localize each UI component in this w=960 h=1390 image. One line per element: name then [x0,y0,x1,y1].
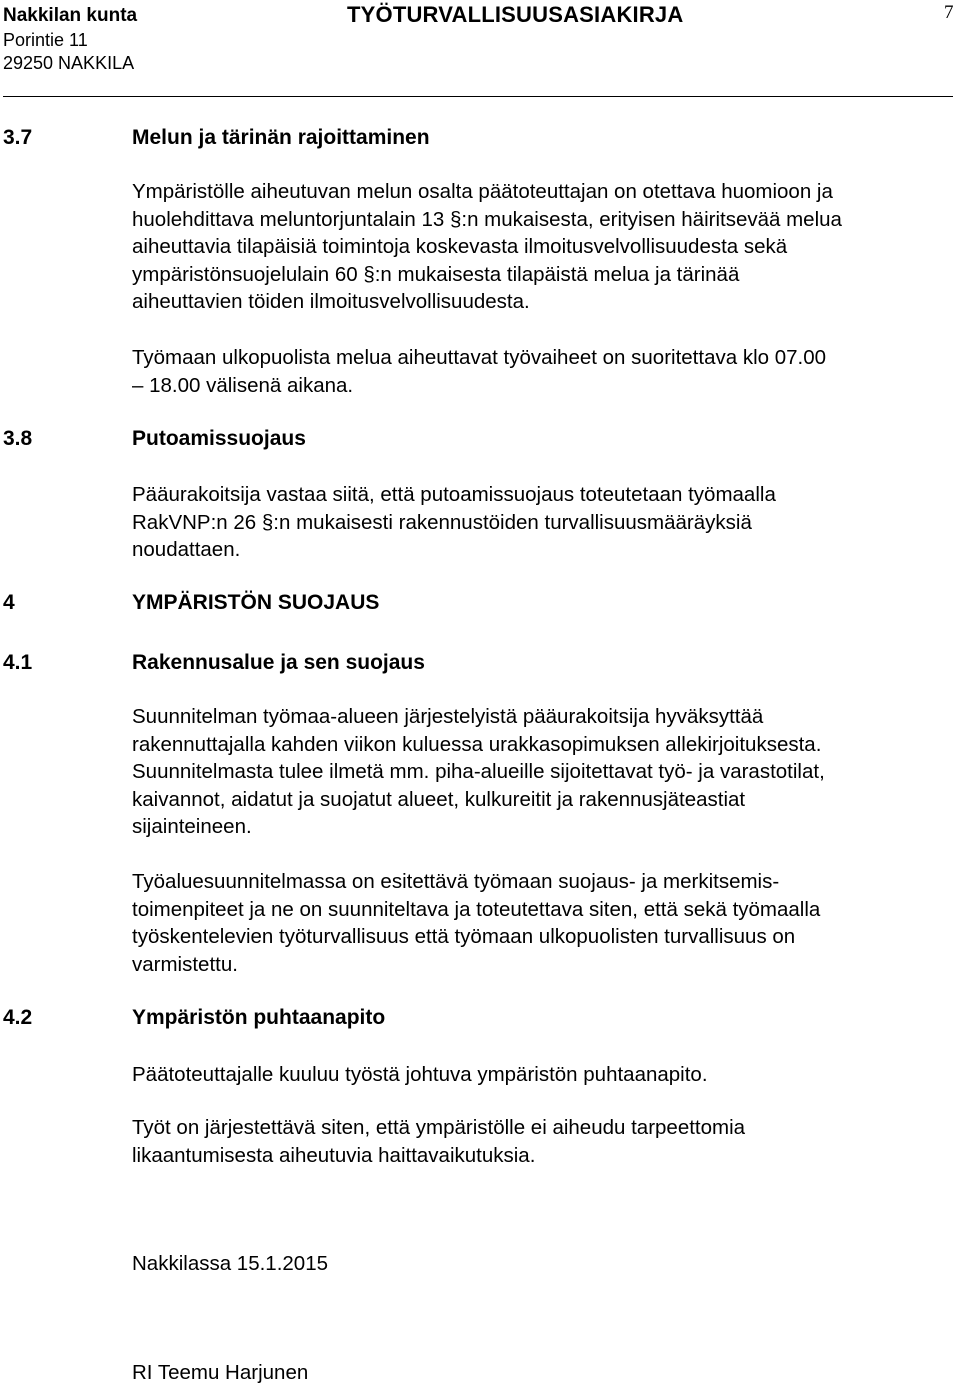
text-line: rakennuttajalla kahden viikon kuluessa urakkasopimuksen allekirjoituksesta. [132,732,822,756]
postal-address: 29250 NAKKILA [3,53,135,73]
section-3-8-paragraph [132,481,947,564]
text-line: likaantumisesta aiheutuvia haittavaikutuksia. [132,1143,536,1167]
text-line: aiheuttavia tilapäisiä toimintoja koskevasta ilmoitusvelvollisuudesta sekä [132,235,788,259]
street-address: Porintie 11 [3,30,88,50]
text-line: toimenpiteet ja ne on suunniteltava ja toteutettava siten, että sekä työmaalla [132,897,821,921]
document-title: TYÖTURVALLISUUSASIAKIRJA [347,2,684,27]
text-line: Päätoteuttajalle kuuluu työstä johtuva ympäristön puhtaanapito. [132,1063,708,1086]
section-3-8-number: 3.8 [3,427,33,450]
text-line: Pääurakoitsija vastaa siitä, että putoamissuojaus toteutetaan työmaalla [132,483,776,506]
text-line: Työt on järjestettävä siten, että ympäristölle ei aiheudu tarpeettomia [132,1116,746,1139]
text-line: Työmaan ulkopuolista melua aiheuttavat työvaiheet on suoritettava klo 07.00 [132,346,827,369]
text-line: Ympäristölle aiheutuvan melun osalta päätoteuttajan on otettava huomioon ja [132,180,833,203]
chapter-4-number: 4 [3,591,15,614]
text-line: huolehdittava meluntorjuntalain 13 §:n mukaisesta, erityisen häiritsevää melua [132,207,842,231]
text-line: sijainteineen. [132,815,252,839]
signer-name: RI Teemu Harjunen [132,1361,309,1384]
text-line: – 18.00 välisenä aikana. [132,373,354,397]
section-3-7-paragraph-2 [132,344,947,399]
text-line: varmistettu. [132,952,238,976]
section-4-2-number: 4.2 [3,1006,33,1029]
text-line: noudattaen. [132,538,241,562]
organization-name: Nakkilan kunta [3,5,138,26]
page-number: 7 [944,2,954,23]
text-line: Suunnitelman työmaa-alueen järjestelyistä pääurakoitsija hyväksyttää [132,705,764,728]
section-4-2-paragraph-1 [132,1061,947,1089]
text-line: ympäristönsuojelulain 60 §:n mukaisesta tilapäistä melua ja tärinää [132,262,740,286]
section-3-7-heading: Melun ja tärinän rajoittaminen [132,126,430,149]
section-4-1-number: 4.1 [3,651,33,674]
text-line: aiheuttavien töiden ilmoitusvelvollisuudesta. [132,290,530,314]
section-4-1-paragraph-1 [132,703,947,841]
text-line: RakVNP:n 26 §:n mukaisesti rakennustöiden turvallisuusmääräyksiä [132,510,752,534]
place-and-date: Nakkilassa 15.1.2015 [132,1252,329,1275]
section-3-8-heading: Putoamissuojaus [132,427,306,450]
section-3-7-number: 3.7 [3,126,33,149]
header-divider [3,96,953,97]
text-line: kaivannot, aidatut ja suojatut alueet, kulkureitit ja rakennusjäteastiat [132,787,746,811]
section-4-2-heading: Ympäristön puhtaanapito [132,1006,386,1029]
text-line: työskentelevien työturvallisuus että työmaan ulkopuolisten turvallisuus on [132,925,796,949]
text-line: Suunnitelmasta tulee ilmetä mm. piha-alueille sijoitettavat työ- ja varastotilat, [132,760,825,784]
section-4-2-paragraph-2 [132,1114,947,1169]
chapter-4-heading: YMPÄRISTÖN SUOJAUS [132,591,380,614]
section-4-1-paragraph-2 [132,868,947,978]
section-3-7-paragraph-1 [132,178,947,316]
text-line: Työaluesuunnitelmassa on esitettävä työmaan suojaus- ja merkitsemis- [132,870,780,893]
section-4-1-heading: Rakennusalue ja sen suojaus [132,651,425,674]
